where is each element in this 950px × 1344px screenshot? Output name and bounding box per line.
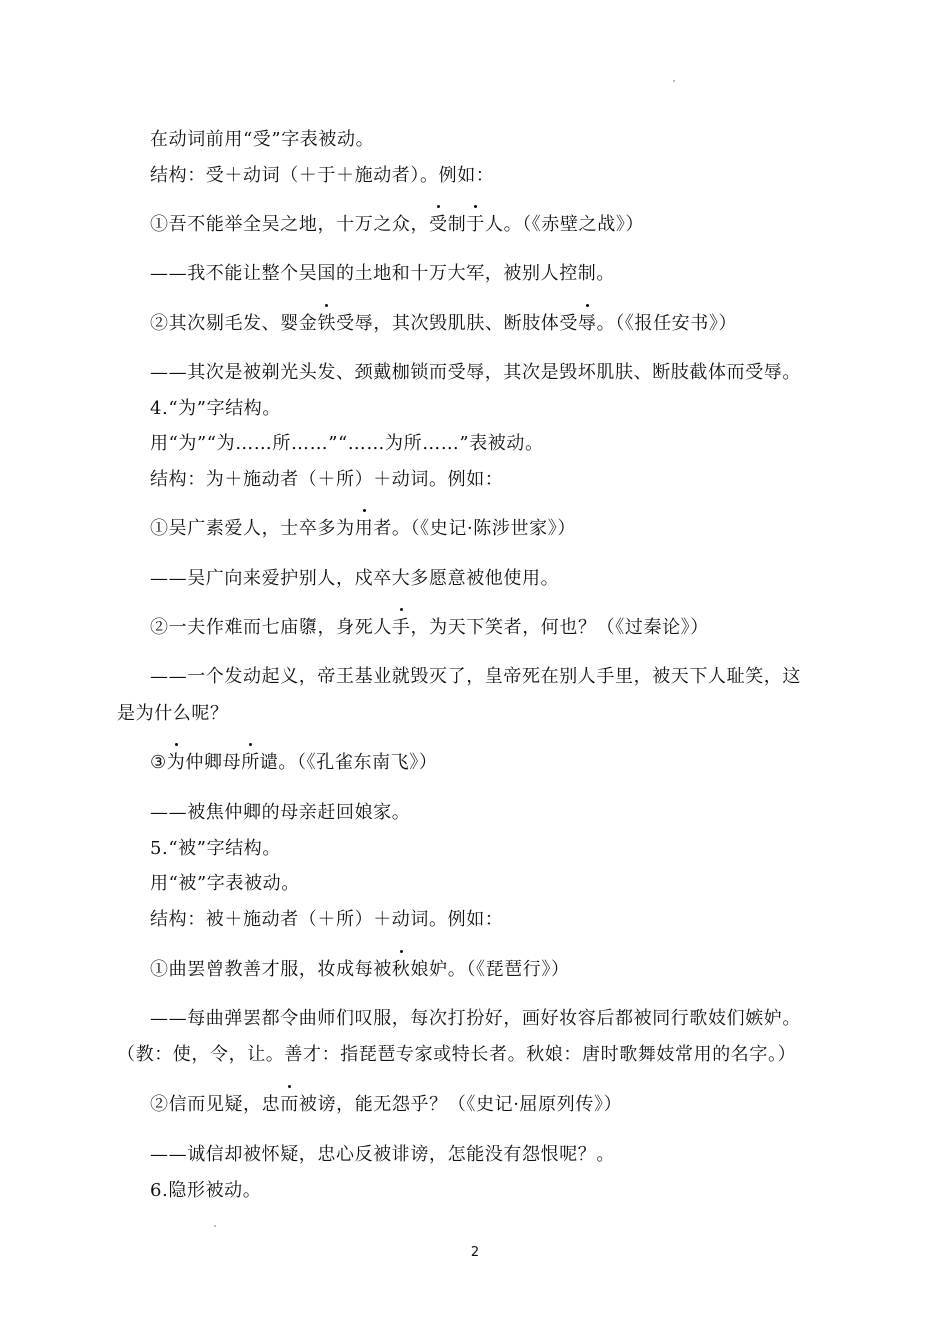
text-line: （教：使，令，让。善才：指琵琶专家或特长者。秋娘：唐时歌舞妓常用的名字。） <box>117 1044 797 1065</box>
text-line: 是为什么呢？ <box>117 703 229 724</box>
text-line: 用“被”字表被动。 <box>150 873 300 894</box>
text-line: ——我不能让整个吴国的土地和十万大军，被别人控制。 <box>150 263 615 284</box>
text-line: ——被焦仲卿的母亲赶回娘家。 <box>150 802 411 823</box>
emphasized-char: 手 <box>391 617 411 638</box>
text-line: ——一个发动起义，帝王基业就毁灭了，皇帝死在别人手里，被天下人耻笑，这 <box>150 666 801 687</box>
emphasized-char: 而 <box>280 1094 299 1115</box>
text-line: ——其次是被剃光头发、颈戴枷锁而受辱，其次是毁坏肌肤、断肢截体而受辱。 <box>150 362 801 383</box>
text-line: ②一夫作难而七庙隳，身死人手，为天下笑者，何也？（《过秦论》） <box>150 617 709 638</box>
section-heading: 5.“被”字结构。 <box>150 838 281 859</box>
emphasized-char: 所 <box>241 752 260 773</box>
emphasized-char: 辱 <box>578 313 597 334</box>
text-line: ——每曲弹罢都令曲师们叹服，每次打扮好，画好妆容后都被同行歌妓们嫉妒。 <box>150 1008 801 1029</box>
text-line: ①吾不能举全吴之地，十万之众，受制于人。（《赤壁之战》） <box>150 214 645 235</box>
text-line: ——诚信却被怀疑，忠心反被诽谤，怎能没有怨恨呢？。 <box>150 1144 615 1165</box>
text-line: ②信而见疑，忠而被谤，能无怨乎？（《史记·屈原列传》） <box>150 1094 623 1115</box>
page-number: 2 <box>470 1245 480 1260</box>
emphasized-char: 受 <box>429 214 448 235</box>
emphasized-char: 于 <box>466 214 485 235</box>
text-line: 结构：受＋动词（＋于＋施动者）。例如： <box>150 165 495 186</box>
emphasized-char: 用 <box>354 518 374 539</box>
text-line: 结构：被＋施动者（＋所）＋动词。例如： <box>150 909 504 930</box>
text-line: ①吴广素爱人，士卒多为用者。（《史记·陈涉世家》） <box>150 518 576 539</box>
scan-speck <box>214 1225 216 1227</box>
scan-speck <box>673 80 675 82</box>
text-line: 在动词前用“受”字表被动。 <box>150 129 375 150</box>
text-line: 结构：为＋施动者（＋所）＋动词。例如： <box>150 469 504 490</box>
emphasized-char: 秋 <box>391 959 411 980</box>
text-line: ——吴广向来爱护别人，戍卒大多愿意被他使用。 <box>150 568 560 589</box>
section-heading: 6.隐形被动。 <box>150 1180 262 1201</box>
text-line: ①曲罢曾教善才服，妆成每被秋娘妒。（《琵琶行》） <box>150 959 570 980</box>
text-line: ③为仲卿母所谴。（《孔雀东南飞》） <box>150 752 438 773</box>
text-line: ②其次剔毛发、婴金铁受辱，其次毁肌肤、断肢体受辱。（《报任安书》） <box>150 313 738 334</box>
emphasized-char: 为 <box>166 752 186 773</box>
text-line: 用“为”“为……所……”“……为所……”表被动。 <box>150 433 544 454</box>
section-heading: 4.“为”字结构。 <box>150 398 281 419</box>
emphasized-char: 铁 <box>317 313 337 334</box>
